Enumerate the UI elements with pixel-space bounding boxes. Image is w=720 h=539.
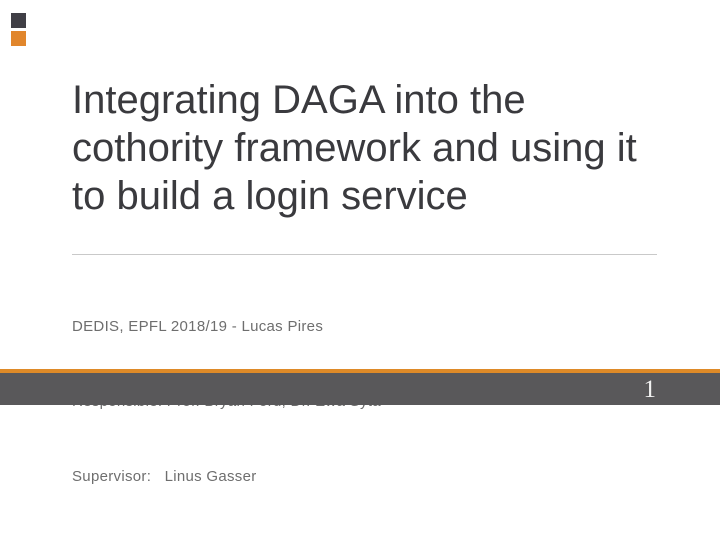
subtitle-line-supervisor: Supervisor: Linus Gasser xyxy=(72,468,257,485)
title-separator-rule xyxy=(72,254,657,255)
decor-square-dark xyxy=(11,13,26,28)
subtitle-line-authors: DEDIS, EPFL 2018/19 - Lucas Pires xyxy=(72,318,324,335)
slide-title: Integrating DAGA into the cothority framework and using it to build a login service xyxy=(72,78,637,218)
slide-number: 1 xyxy=(643,376,656,403)
footer-band xyxy=(0,373,720,405)
decor-square-orange xyxy=(11,31,26,46)
